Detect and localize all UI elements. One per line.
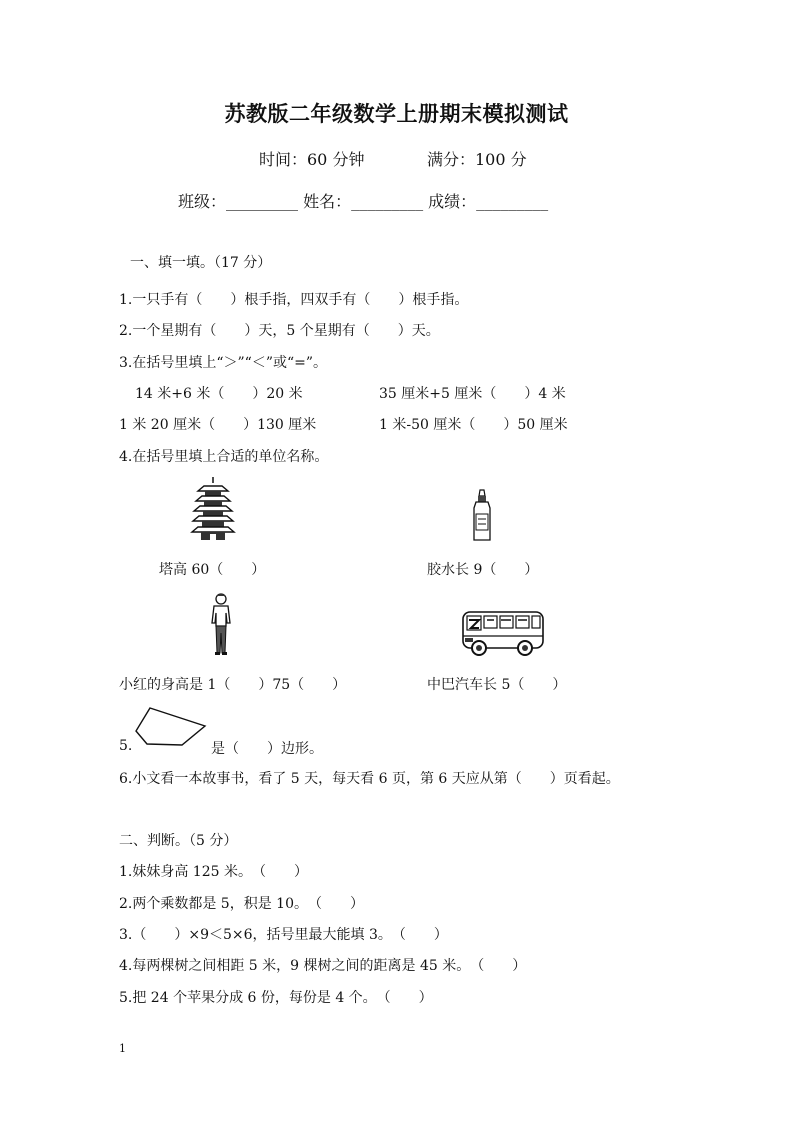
minibus-image (461, 608, 545, 658)
q1-6: 6.小文看一本故事书，看了 5 天，每天看 6 页，第 6 天应从第（ ）页看起。 (119, 771, 620, 787)
q2-5: 5.把 24 个苹果分成 6 份，每份是 4 个。 （ ） (119, 990, 433, 1006)
page-number: 1 (119, 1042, 126, 1055)
q1-5: 是（ ）边形。 (211, 741, 323, 757)
section1-heading: 一、填一填。（17 分） (130, 255, 272, 271)
page-title: 苏教版二年级数学上册期末模拟测试 (224, 102, 569, 126)
q1-5-number: 5. (119, 738, 133, 754)
q2-4: 4.每两棵树之间相距 5 米，9 棵树之间的距离是 45 米。 （ ） (119, 958, 527, 974)
q1-1: 1.一只手有（ ）根手指，四双手有（ ）根手指。 (119, 292, 469, 308)
student-info-line: 班级：_________ 姓名：_________ 成绩：_________ (178, 192, 549, 211)
q1-4d: 中巴汽车长 5（ ） (427, 677, 567, 693)
section2-heading: 二、判断。（5 分） (119, 833, 238, 849)
glue-bottle-image (472, 490, 492, 542)
q1-4a: 塔高 60（ ） (159, 562, 266, 578)
q1-3d: 1 米-50 厘米（ ）50 厘米 (379, 417, 568, 433)
q1-2: 2.一个星期有（ ）天，5 个星期有（ ）天。 (119, 323, 440, 339)
pagoda-image (192, 477, 234, 541)
q1-4c: 小红的身高是 1（ ）75（ ） (119, 677, 347, 693)
time-limit: 时间：60 分钟 (259, 150, 365, 169)
q1-3c: 1 米 20 厘米（ ）130 厘米 (119, 417, 317, 433)
full-score: 满分：100 分 (427, 150, 527, 169)
person-image (208, 593, 234, 655)
q2-3: 3.（ ）×9＜5×6，括号里最大能填 3。 （ ） (119, 927, 448, 943)
pentagon-shape (134, 705, 208, 747)
q2-1: 1.妹妹身高 125 米。 （ ） (119, 864, 308, 880)
q2-2: 2.两个乘数都是 5，积是 10。 （ ） (119, 896, 364, 912)
q1-3b: 35 厘米+5 厘米（ ）4 米 (379, 386, 566, 402)
q1-3: 3.在括号里填上“＞”“＜”或“=”。 (119, 355, 328, 371)
q1-4: 4.在括号里填上合适的单位名称。 (119, 449, 329, 465)
q1-3a: 14 米+6 米（ ）20 米 (135, 386, 303, 402)
q1-4b: 胶水长 9（ ） (427, 562, 539, 578)
